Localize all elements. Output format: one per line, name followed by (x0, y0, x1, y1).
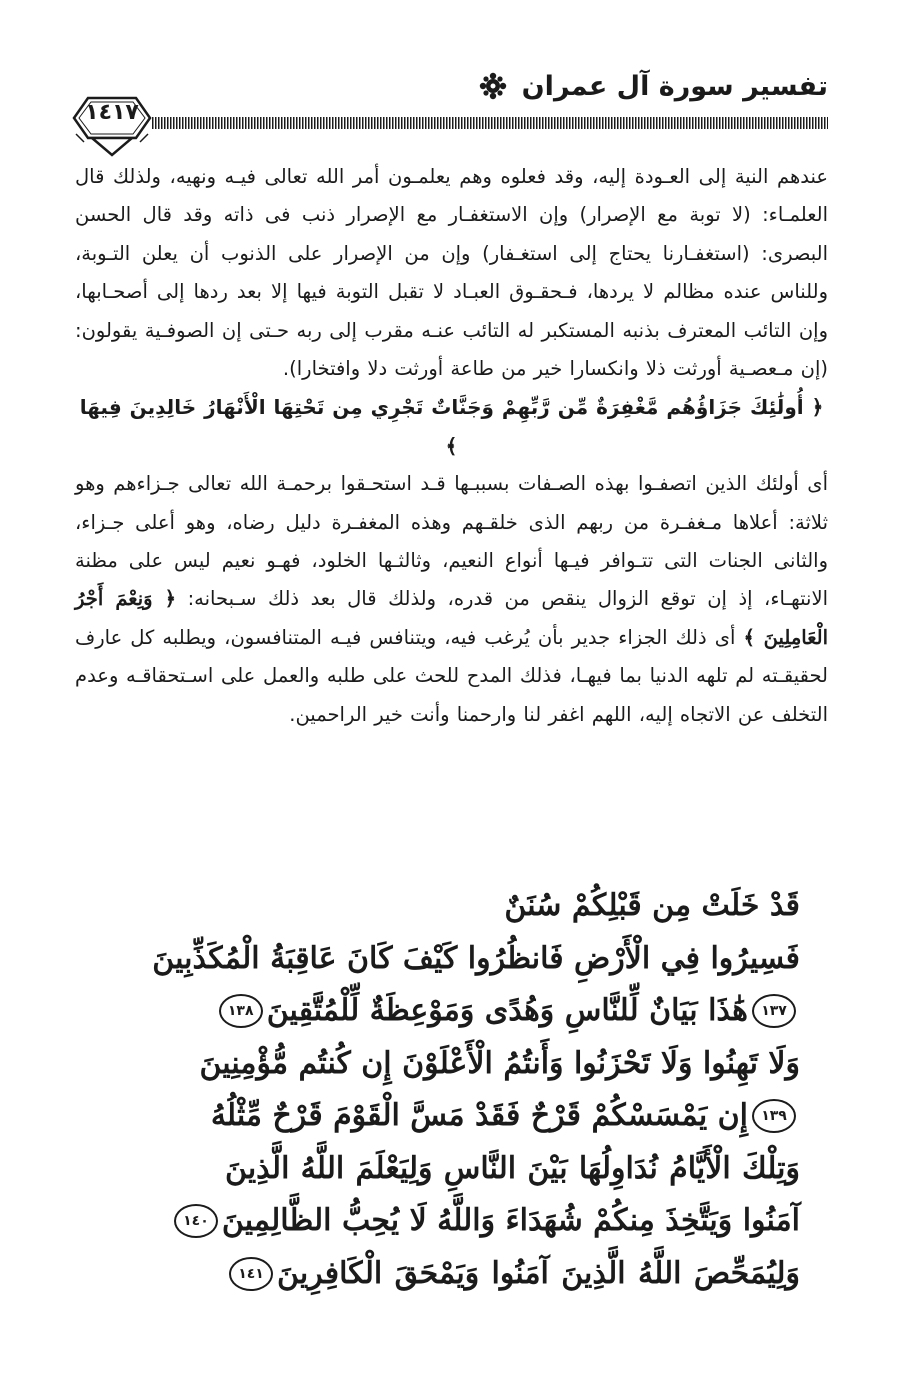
header-rule (152, 117, 828, 129)
quran-line-text: آمَنُوا وَيَتَّخِذَ مِنكُمْ شُهَدَاءَ وَاللَّهُ لَا يُحِبُّ الظَّالِمِينَ (221, 1203, 800, 1238)
quran-line (199, 1038, 800, 1091)
quran-verses (152, 880, 800, 1300)
page-number: ١٤١٧ (85, 100, 139, 125)
floral-ornament-icon (478, 71, 508, 101)
ayah-number-marker: ١٤١ (229, 1257, 273, 1291)
quran-line (225, 985, 800, 1038)
ayah-number-marker: ١٣٧ (752, 994, 796, 1028)
running-head (478, 66, 828, 106)
quran-line-text: وَلَا تَهِنُوا وَلَا تَحْزَنُوا وَأَنتُمُ الْأَعْلَوْنَ إِن كُنتُم مُّؤْمِنِينَ (199, 1045, 800, 1081)
commentary-text (75, 158, 828, 734)
quran-line (225, 880, 800, 933)
quran-line-text: إِن يَمْسَسْكُمْ قَرْحٌ فَقَدْ مَسَّ الْقَوْمَ قَرْحٌ مِّثْلُهُ (210, 1098, 748, 1133)
paragraph-2-end: أى ذلك الجزاء جدير بأن يُرغب فيه، ويتنافس فيـه المتنافسون، ويطلبه كل عارف لحقيقـته لم تلهه الدنيا بما فيهـا، فذلك المدح للحث على طلبه والعمل على اسـتحقاقـه وعدم التخلف عن الاتجاه إليه، اللهم اغفر لنا وارحمنا وأنت خير الراحمين. (75, 625, 828, 726)
quran-line (210, 1090, 800, 1143)
paragraph-2-start: أى أولئك الذين اتصفـوا بهذه الصـفات بسببـها قـد استحـقوا برحمـة الله تعالى جـزاءهم وهو ثلاثة: أعلاها مـغفـرة من ربهم الذى خلقـهم وهذه المغفـرة دليل رضاه، وهو أعلى جـزاء، والثانى الجنات التى تتـوافر فيـها أنواع النعيم، وثالثـها الخلود، فهـو نعيم ليس على مظنة الانتهـاء، إذ إن توقع الزوال ينقص من قدره، ولذلك قال بعد ذلك سـبحانه: (75, 472, 829, 611)
ayah-heading: ﴿ أُولَٰئِكَ جَزَاؤُهُم مَّغْفِرَةٌ مِّن رَّبِّهِمْ وَجَنَّاتٌ تَجْرِي مِن تَحْتِهَا الْأَنْهَارُ خَالِدِينَ فِيهَا ﴾ (79, 395, 824, 458)
quran-line (225, 1143, 800, 1196)
quran-line (152, 933, 800, 986)
quran-line (183, 1195, 800, 1248)
ayah-number-marker: ١٤٠ (174, 1204, 218, 1238)
paragraph-2 (75, 465, 828, 734)
quran-line-text: وَتِلْكَ الْأَيَّامُ نُدَاوِلُهَا بَيْنَ النَّاسِ وَلِيَعْلَمَ اللَّهُ الَّذِينَ (225, 1150, 800, 1186)
surah-title: تفسير سورة آل عمران (521, 70, 828, 102)
quran-line-text: وَلِيُمَحِّصَ اللَّهُ الَّذِينَ آمَنُوا وَيَمْحَقَ الْكَافِرِينَ (277, 1255, 800, 1291)
ayah-number-marker: ١٣٨ (219, 994, 263, 1028)
ayah-number-marker: ١٣٩ (752, 1099, 796, 1133)
paragraph-1: عندهم النية إلى العـودة إليه، وقد فعلوه وهم يعلمـون أمر الله تعالى فيـه ونهيه، ولذلك قال العلمـاء: (لا توبة مع الإصرار) وإن الاستغفـار مع الإصرار ذنب فى ذاته وقد قال الحسن البصرى: (استغفـارنا يحتاج إلى استغـفار) وإن من الإصرار على الذنوب أن يعلن التـوبة، وللناس عنده مظالم لا يردها، فـحقـوق العبـاد لا تقبل التوبة فيها إلا بعد ردها إلى أصحـابها، وإن التائب المعترف بذنبه المستكبر له التائب عنـه مقرب إلى ربه حـتى إن الصوفـية يقولون: (إن مـعصـية أورثت ذلا وانكسارا خير من طاعة أورثت دلا وافتخارا). (75, 165, 828, 381)
page-number-badge (70, 82, 154, 158)
quran-line-text: هَٰذَا بَيَانٌ لِّلنَّاسِ وَهُدًى وَمَوْعِظَةٌ لِّلْمُتَّقِينَ (266, 993, 748, 1028)
inline-ayah: ﴿ وَنِعْمَ أَجْرُ الْعَامِلِينَ ﴾ (75, 587, 828, 649)
quran-line (225, 1248, 800, 1301)
quran-line-text: قَدْ خَلَتْ مِن قَبْلِكُمْ سُنَنٌ (504, 888, 800, 923)
quran-line-text: فَسِيرُوا فِي الْأَرْضِ فَانظُرُوا كَيْفَ كَانَ عَاقِبَةُ الْمُكَذِّبِينَ (152, 940, 800, 976)
